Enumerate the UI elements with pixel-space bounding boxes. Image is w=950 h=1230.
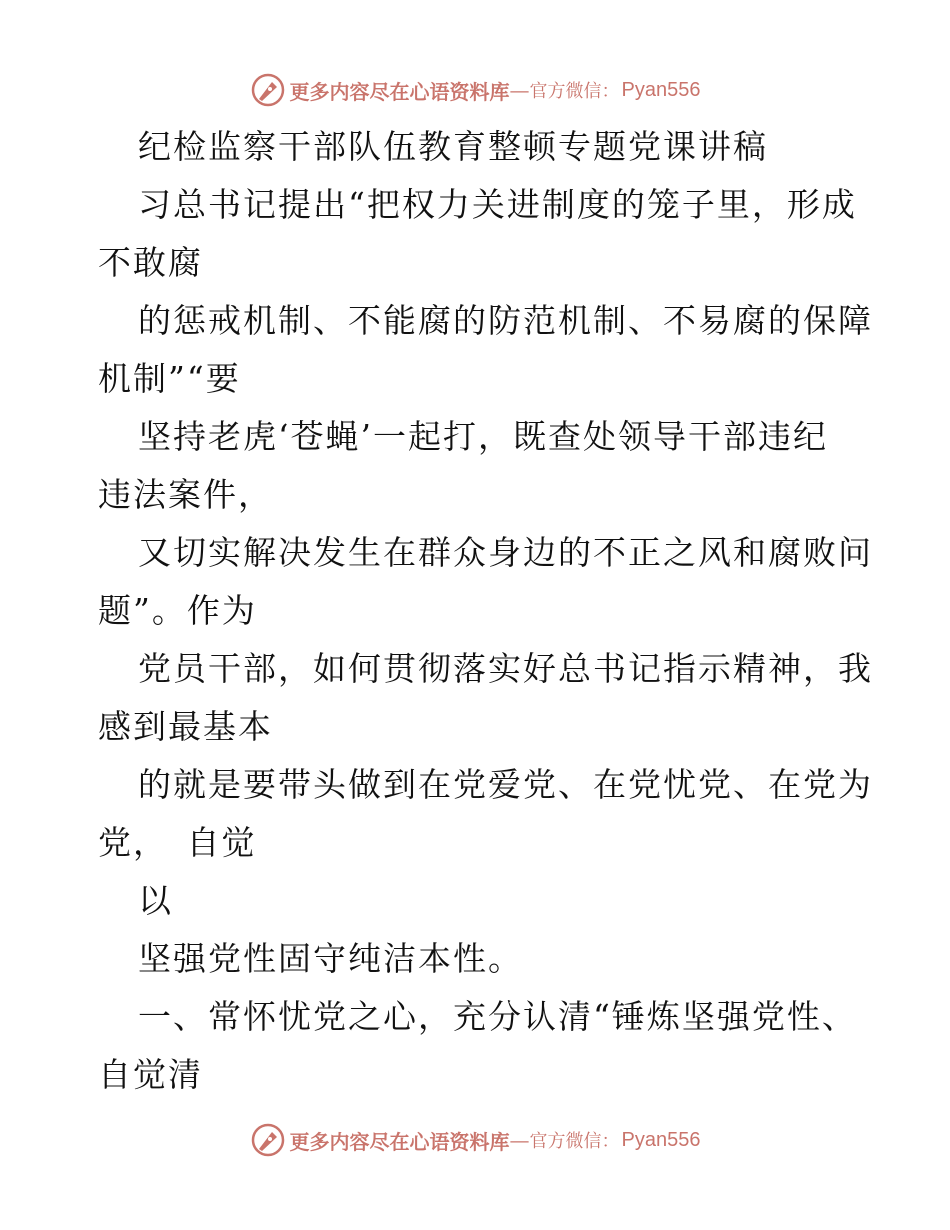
pen-nib-logo-icon bbox=[250, 1122, 286, 1158]
paragraph-line: 机制”“要 bbox=[98, 359, 241, 398]
section-heading-line: 一、常怀忧党之心，充分认清“锤炼坚强党性、 bbox=[138, 997, 857, 1036]
banner-official-label: 官方微信： bbox=[529, 1131, 620, 1152]
banner-wechat-id: Pyan556 bbox=[621, 1128, 701, 1151]
paragraph-line: 坚持老虎‘苍蝇’一起打，既查处领导干部违纪 bbox=[138, 417, 828, 456]
paragraph-line: 坚强党性固守纯洁本性。 bbox=[138, 939, 523, 978]
paragraph-line: 党， 自觉 bbox=[98, 823, 257, 862]
paragraph-line: 感到最基本 bbox=[98, 707, 273, 746]
paragraph-line: 不敢腐 bbox=[98, 243, 203, 282]
paragraph-line: 又切实解决发生在群众身边的不正之风和腐败问 bbox=[138, 533, 873, 572]
paragraph-line: 自觉清 bbox=[98, 1055, 203, 1094]
paragraph-line: 党员干部，如何贯彻落实好总书记指示精神，我 bbox=[138, 649, 873, 688]
banner-separator: — bbox=[509, 1128, 530, 1152]
header-banner bbox=[0, 70, 950, 110]
pen-nib-logo-icon bbox=[250, 72, 286, 108]
banner-brand: 更多内容尽在心语资料库 bbox=[289, 79, 510, 104]
banner-official-label: 官方微信： bbox=[529, 81, 620, 102]
banner-brand: 更多内容尽在心语资料库 bbox=[289, 1129, 510, 1154]
footer-banner bbox=[0, 1120, 950, 1160]
paragraph-line: 的就是要带头做到在党爱党、在党忧党、在党为 bbox=[138, 765, 873, 804]
banner-separator: — bbox=[509, 78, 530, 102]
paragraph-line: 以 bbox=[138, 881, 173, 920]
paragraph-line: 习总书记提出“把权力关进制度的笼子里，形成 bbox=[138, 185, 857, 224]
document-title: 纪检监察干部队伍教育整顿专题党课讲稿 bbox=[138, 127, 768, 166]
paragraph-line: 的惩戒机制、不能腐的防范机制、不易腐的保障 bbox=[138, 301, 873, 340]
paragraph-line: 违法案件， bbox=[98, 475, 273, 514]
paragraph-line: 题”。作为 bbox=[98, 591, 257, 630]
banner-wechat-id: Pyan556 bbox=[621, 78, 701, 101]
document-body bbox=[98, 118, 873, 1104]
